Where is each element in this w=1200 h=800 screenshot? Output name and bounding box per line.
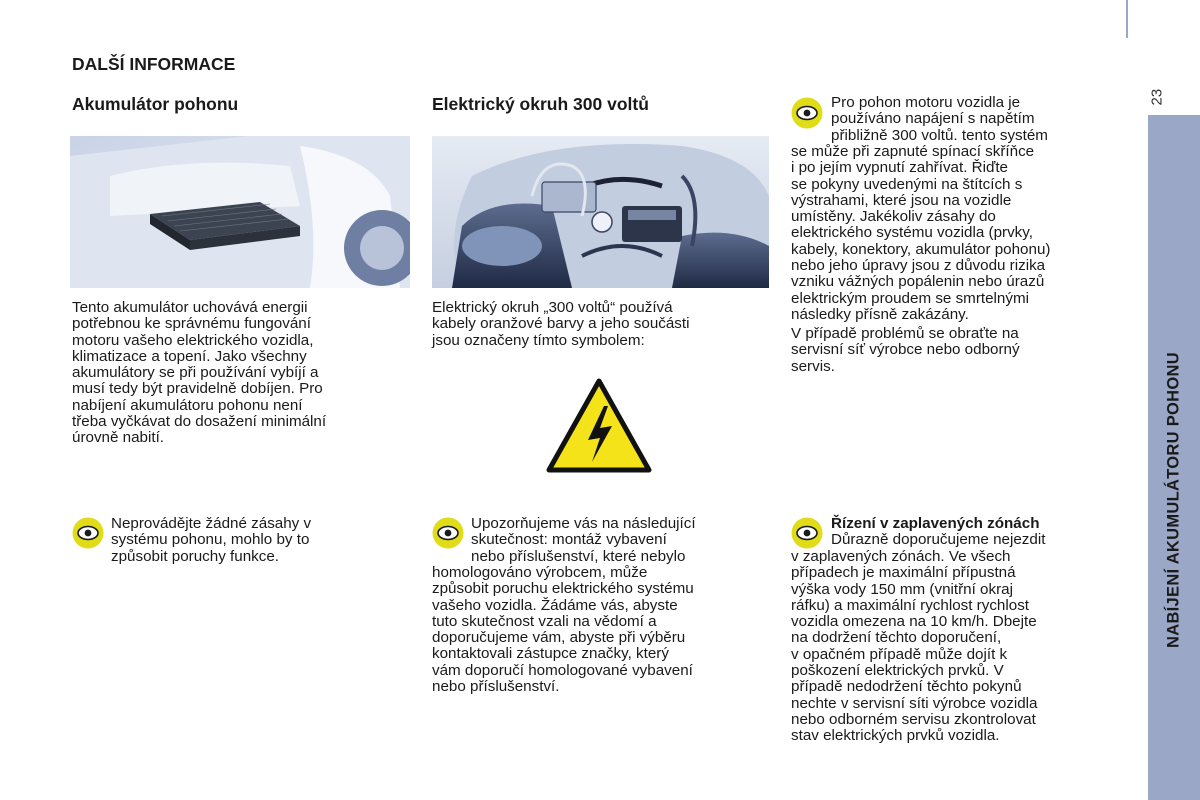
text-line: kontaktovali zástupce značky, který bbox=[432, 645, 669, 663]
text-line: kabely, konektory, akumulátor pohonu) bbox=[791, 240, 1051, 258]
text-line: ráfku) a maximální rychlost rychlost bbox=[791, 596, 1030, 614]
eye-warning-icon bbox=[72, 517, 104, 549]
col2-warning-body bbox=[432, 565, 772, 695]
col3-warning1-head bbox=[831, 95, 1131, 144]
text-line: nechte v servisní síti výrobce vozidla bbox=[791, 694, 1038, 712]
text-line: akumulátory se při používání vybíjí a bbox=[72, 364, 319, 382]
text-line: motoru vašeho elektrického vozidla, bbox=[72, 331, 314, 349]
text-line: homologováno výrobcem, může bbox=[432, 564, 648, 581]
text-line: v opačném případě může dojít k bbox=[791, 645, 1008, 663]
text-line: přibližně 300 voltů. tento systém bbox=[831, 126, 1048, 144]
col2-warning-head bbox=[471, 516, 771, 565]
col1-heading: Akumulátor pohonu bbox=[72, 94, 239, 114]
text-line: elektrického systému vozidla (prvky, bbox=[791, 224, 1033, 242]
text-line: klimatizace a topení. Jako všechny bbox=[72, 347, 307, 365]
text-line: Pro pohon motoru vozidla je bbox=[831, 94, 1021, 111]
text-line: nebo příslušenství, které nebylo bbox=[471, 547, 686, 565]
text-line: výška vody 150 mm (vnitřní okraj bbox=[791, 580, 1013, 598]
eye-warning-icon bbox=[791, 517, 823, 549]
col1-warning bbox=[111, 516, 401, 565]
text-line: výstrahami, které jsou na vozidle bbox=[791, 191, 1012, 209]
col3-warning1-body bbox=[791, 144, 1136, 323]
col2-heading: Elektrický okruh 300 voltů bbox=[432, 94, 649, 114]
chapter-band bbox=[1148, 115, 1200, 800]
col1-paragraph bbox=[72, 300, 402, 447]
text-line: potřebnou ke správnému fungování bbox=[72, 315, 311, 333]
text-line: Tento akumulátor uchovává energii bbox=[72, 299, 308, 316]
text-line: doporučujeme vám, abyste při výběru bbox=[432, 629, 686, 647]
text-line: následky přísně zakázány. bbox=[791, 305, 969, 323]
text-line: vašeho vozidla. Žádáme vás, abyste bbox=[432, 596, 678, 614]
text-line: nabíjení akumulátoru pohonu není bbox=[72, 396, 303, 414]
text-line: případech je maximální přípustná bbox=[791, 564, 1016, 582]
text-line: vozidla omezena na 10 km/h. Dbejte bbox=[791, 613, 1037, 631]
text-line: servis. bbox=[791, 357, 835, 375]
text-line: nebo odborném servisu zkontrolovat bbox=[791, 710, 1036, 728]
text-line: nebo příslušenství. bbox=[432, 678, 560, 696]
text-line: případě nedodržení těchto pokynů bbox=[791, 678, 1022, 696]
warning2-title: Řízení v zaplavených zónách bbox=[831, 515, 1040, 532]
text-line: umístěny. Jakékoliv zásahy do bbox=[791, 208, 996, 226]
eye-warning-icon bbox=[432, 517, 464, 549]
text-line: používáno napájení s napětím bbox=[831, 110, 1035, 128]
text-line: elektrickým proudem se smrtelnými bbox=[791, 289, 1029, 307]
text-line: na dodržení těchto doporučení, bbox=[791, 629, 1002, 647]
text-line: Upozorňujeme vás na následující bbox=[471, 515, 696, 532]
text-line: tuto skutečnost vzali na vědomí a bbox=[432, 612, 657, 630]
text-line: vzniku vážných popálenin nebo úrazů bbox=[791, 273, 1045, 291]
text-line: se pokyny uvedenými na štítcích s bbox=[791, 175, 1023, 193]
text-line: musí tedy být pravidelně dobíjen. Pro bbox=[72, 380, 323, 398]
text-line: jsou označeny tímto symbolem: bbox=[432, 331, 645, 349]
text-line: V případě problémů se obraťte na bbox=[791, 325, 1019, 342]
text-line: Důrazně doporučujeme nejezdit bbox=[831, 531, 1046, 549]
text-line: systému pohonu, mohlo by to bbox=[111, 531, 310, 549]
sidebar-divider bbox=[1126, 0, 1128, 38]
text-line: poškození elektrických prvků. V bbox=[791, 662, 1004, 680]
text-line: Elektrický okruh „300 voltů“ používá bbox=[432, 299, 673, 316]
text-line: se může při zapnuté spínací skříňce bbox=[791, 143, 1035, 160]
eye-warning-icon bbox=[791, 97, 823, 129]
col2-paragraph bbox=[432, 300, 767, 349]
col3-warning2-body bbox=[791, 549, 1136, 745]
engine-bay-illustration bbox=[432, 136, 769, 288]
text-line: stav elektrických prvků vozidla. bbox=[791, 727, 1000, 745]
text-line: úrovně nabití. bbox=[72, 429, 165, 447]
page-number: 23 bbox=[1148, 88, 1166, 106]
text-line: i po jejím vypnutí zahřívat. Řiďte bbox=[791, 159, 1008, 177]
text-line: kabely oranžové barvy a jeho součásti bbox=[432, 315, 690, 333]
text-line: třeba vyčkávat do dosažení minimální bbox=[72, 413, 327, 431]
chapter-sidebar bbox=[1148, 0, 1200, 800]
text-line: vám doporučí homologované vybavení bbox=[432, 661, 693, 679]
text-line: nebo jeho úpravy jsou z důvodu rizika bbox=[791, 257, 1046, 275]
text-line: způsobit poruchu elektrického systému bbox=[432, 580, 694, 598]
col3-warning1-extra bbox=[791, 326, 1136, 375]
text-line: Neprovádějte žádné zásahy v bbox=[111, 515, 312, 532]
text-line: servisní síť výrobce nebo odborný bbox=[791, 341, 1020, 359]
col3-warning2-head bbox=[831, 516, 1136, 549]
text-line: skutečnost: montáž vybavení bbox=[471, 531, 667, 549]
text-line: způsobit poruchy funkce. bbox=[111, 547, 280, 565]
battery-illustration bbox=[70, 136, 410, 288]
high-voltage-warning-icon bbox=[546, 378, 652, 474]
chapter-title: NABÍJENÍ AKUMULÁTORU POHONU bbox=[1164, 352, 1183, 648]
section-title: DALŠÍ INFORMACE bbox=[72, 54, 236, 74]
text-line: v zaplavených zónách. Ve všech bbox=[791, 548, 1011, 565]
